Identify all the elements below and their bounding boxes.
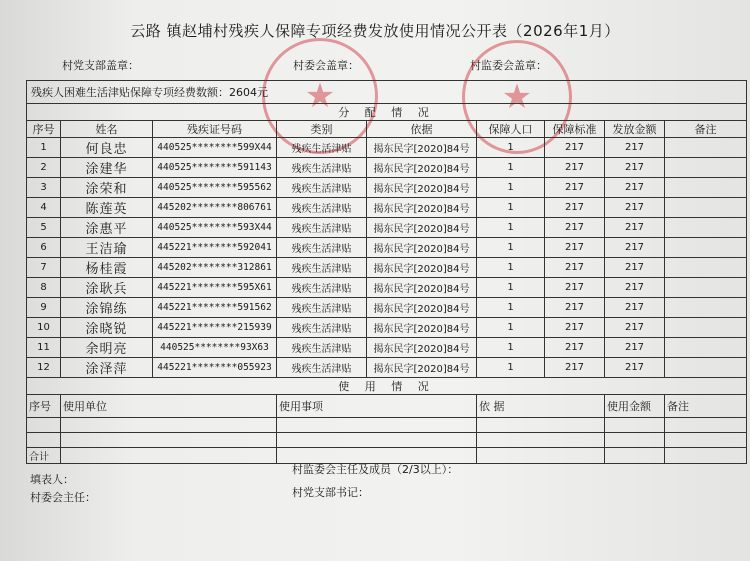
table-cell: 揭东民字[2020]84号 <box>367 158 477 178</box>
table-cell <box>665 178 747 198</box>
table-cell: 445221********055923 <box>153 358 277 378</box>
table-row <box>27 198 747 218</box>
table-cell: 揭东民字[2020]84号 <box>367 318 477 338</box>
party-secretary-label: 村党支部书记： <box>292 486 369 499</box>
usage-header-cell: 序号 <box>27 395 61 418</box>
table-cell: 王洁瑜 <box>61 238 153 258</box>
table-cell: 217 <box>605 238 665 258</box>
table-cell: 440525********591143 <box>153 158 277 178</box>
document-title: 云路 镇赵埔村残疾人保障专项经费发放使用情况公开表（2026年1月） <box>130 22 620 40</box>
table-cell: 217 <box>605 338 665 358</box>
director-label: 村委会主任： <box>30 491 96 504</box>
table-cell: 涂耿兵 <box>61 278 153 298</box>
usage-section-title: 使 用 情 况 <box>27 378 747 395</box>
distribution-header-cell: 发放金额 <box>605 121 665 138</box>
table-cell: 1 <box>477 238 545 258</box>
table-cell: 11 <box>27 338 61 358</box>
table-cell: 217 <box>605 178 665 198</box>
total-funding-label: 残疾人困难生活津贴保障专项经费数额：2604元 <box>27 81 747 104</box>
distribution-header-cell: 保障标准 <box>545 121 605 138</box>
distribution-header-cell: 姓名 <box>61 121 153 138</box>
usage-header-cell: 使用金额 <box>605 395 665 418</box>
table-cell: 涂惠平 <box>61 218 153 238</box>
distribution-rows <box>27 138 747 378</box>
table-cell: 217 <box>605 278 665 298</box>
party-seal-label: 村党支部盖章： <box>62 59 139 72</box>
table-cell: 217 <box>545 338 605 358</box>
table-cell <box>665 278 747 298</box>
table-cell <box>665 158 747 178</box>
table-cell: 9 <box>27 298 61 318</box>
usage-header-cell: 使用事项 <box>277 395 477 418</box>
table-cell: 1 <box>477 298 545 318</box>
table-cell: 揭东民字[2020]84号 <box>367 298 477 318</box>
table-cell <box>665 138 747 158</box>
distribution-header-cell: 备注 <box>665 121 747 138</box>
table-cell: 217 <box>545 258 605 278</box>
table-cell <box>665 358 747 378</box>
table-cell: 217 <box>545 278 605 298</box>
table-cell: 涂锦练 <box>61 298 153 318</box>
table-cell <box>665 218 747 238</box>
committee-seal-label: 村委会盖章： <box>293 59 359 72</box>
table-cell: 445202********806761 <box>153 198 277 218</box>
table-cell <box>665 238 747 258</box>
table-row <box>27 138 747 158</box>
table-cell: 440525********599X44 <box>153 138 277 158</box>
usage-header-cell: 备注 <box>665 395 747 418</box>
table-cell: 残疾生活津贴 <box>277 178 367 198</box>
table-cell: 揭东民字[2020]84号 <box>367 178 477 198</box>
table-cell: 1 <box>477 278 545 298</box>
table-cell: 217 <box>605 218 665 238</box>
table-cell: 揭东民字[2020]84号 <box>367 278 477 298</box>
table-row <box>27 358 747 378</box>
table-cell: 217 <box>605 358 665 378</box>
table-row <box>27 278 747 298</box>
table-row <box>27 178 747 198</box>
table-cell: 1 <box>477 178 545 198</box>
table-cell: 残疾生活津贴 <box>277 138 367 158</box>
table-cell: 残疾生活津贴 <box>277 158 367 178</box>
table-cell <box>665 318 747 338</box>
table-cell: 残疾生活津贴 <box>277 198 367 218</box>
table-cell: 余明亮 <box>61 338 153 358</box>
table-cell: 残疾生活津贴 <box>277 338 367 358</box>
table-cell: 217 <box>605 138 665 158</box>
usage-header-row <box>27 395 747 418</box>
table-row <box>27 218 747 238</box>
usage-blank-row <box>27 418 747 433</box>
usage-total-label: 合计 <box>27 448 61 464</box>
supervision-seal-label: 村监委会盖章： <box>470 59 547 72</box>
table-cell: 1 <box>477 138 545 158</box>
table-cell: 揭东民字[2020]84号 <box>367 358 477 378</box>
table-cell: 残疾生活津贴 <box>277 278 367 298</box>
table-cell: 揭东民字[2020]84号 <box>367 218 477 238</box>
table-cell: 残疾生活津贴 <box>277 218 367 238</box>
table-cell: 5 <box>27 218 61 238</box>
table-cell: 陈莲英 <box>61 198 153 218</box>
distribution-header-row <box>27 121 747 138</box>
table-cell: 1 <box>477 158 545 178</box>
table-cell: 涂泽萍 <box>61 358 153 378</box>
usage-header-cell: 依 据 <box>477 395 605 418</box>
table-cell: 7 <box>27 258 61 278</box>
table-cell: 残疾生活津贴 <box>277 298 367 318</box>
table-cell: 2 <box>27 158 61 178</box>
table-cell: 445202********312861 <box>153 258 277 278</box>
table-cell: 1 <box>477 258 545 278</box>
table-cell: 1 <box>477 318 545 338</box>
table-cell: 445221********592041 <box>153 238 277 258</box>
table-cell <box>665 198 747 218</box>
table-cell: 杨桂霞 <box>61 258 153 278</box>
table-cell: 6 <box>27 238 61 258</box>
table-cell: 217 <box>545 318 605 338</box>
table-row <box>27 238 747 258</box>
table-cell: 440525********595562 <box>153 178 277 198</box>
table-cell: 1 <box>477 338 545 358</box>
table-cell: 217 <box>605 158 665 178</box>
table-cell: 12 <box>27 358 61 378</box>
distribution-header-cell: 依据 <box>367 121 477 138</box>
table-cell: 1 <box>477 218 545 238</box>
table-cell: 217 <box>545 238 605 258</box>
table-cell: 残疾生活津贴 <box>277 238 367 258</box>
table-cell: 揭东民字[2020]84号 <box>367 138 477 158</box>
disbursement-table <box>26 76 747 464</box>
table-cell: 440525********593X44 <box>153 218 277 238</box>
table-row <box>27 318 747 338</box>
table-cell: 残疾生活津贴 <box>277 358 367 378</box>
table-cell <box>665 298 747 318</box>
usage-blank-row <box>27 433 747 448</box>
table-cell <box>665 258 747 278</box>
table-cell: 揭东民字[2020]84号 <box>367 338 477 358</box>
table-cell: 217 <box>545 218 605 238</box>
distribution-header-cell: 残疾证号码 <box>153 121 277 138</box>
table-row <box>27 338 747 358</box>
star-icon: ★ <box>304 76 336 116</box>
table-cell: 217 <box>605 198 665 218</box>
table-row <box>27 298 747 318</box>
table-cell: 8 <box>27 278 61 298</box>
table-cell: 217 <box>545 158 605 178</box>
table-cell: 217 <box>605 318 665 338</box>
filler-label: 填表人： <box>30 473 74 486</box>
table-cell: 217 <box>545 358 605 378</box>
table-cell: 217 <box>545 138 605 158</box>
table-cell: 1 <box>27 138 61 158</box>
table-cell: 445221********591562 <box>153 298 277 318</box>
usage-header-cell: 使用单位 <box>61 395 277 418</box>
table-cell: 217 <box>605 258 665 278</box>
table-cell: 涂晓锐 <box>61 318 153 338</box>
table-cell: 217 <box>545 298 605 318</box>
distribution-header-cell: 保障人口 <box>477 121 545 138</box>
table-cell: 残疾生活津贴 <box>277 258 367 278</box>
table-cell: 涂荣和 <box>61 178 153 198</box>
table-cell: 涂建华 <box>61 158 153 178</box>
table-cell: 217 <box>545 198 605 218</box>
distribution-section-title: 分 配 情 况 <box>27 104 747 121</box>
table-row <box>27 258 747 278</box>
table-cell: 何良忠 <box>61 138 153 158</box>
supervision-members-label: 村监委会主任及成员（2/3以上）： <box>292 463 459 476</box>
table-cell <box>665 338 747 358</box>
distribution-header-cell: 类别 <box>277 121 367 138</box>
table-cell: 揭东民字[2020]84号 <box>367 198 477 218</box>
table-cell: 1 <box>477 198 545 218</box>
table-cell: 445221********595X61 <box>153 278 277 298</box>
table-cell: 3 <box>27 178 61 198</box>
table-cell: 揭东民字[2020]84号 <box>367 238 477 258</box>
table-cell: 残疾生活津贴 <box>277 318 367 338</box>
table-cell: 10 <box>27 318 61 338</box>
table-cell: 217 <box>605 298 665 318</box>
star-icon: ★ <box>501 77 533 117</box>
table-cell: 4 <box>27 198 61 218</box>
table-cell: 440525********93X63 <box>153 338 277 358</box>
table-cell: 445221********215939 <box>153 318 277 338</box>
table-cell: 揭东民字[2020]84号 <box>367 258 477 278</box>
table-cell: 217 <box>545 178 605 198</box>
table-row <box>27 158 747 178</box>
table-cell: 1 <box>477 358 545 378</box>
distribution-header-cell: 序号 <box>27 121 61 138</box>
